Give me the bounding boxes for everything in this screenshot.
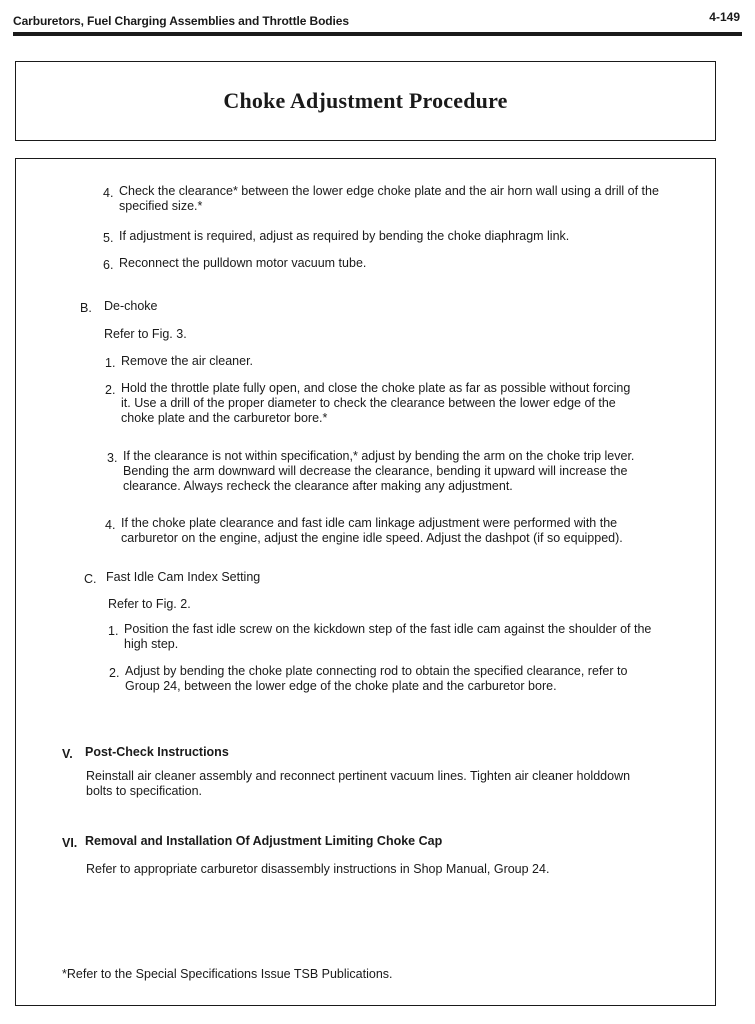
- section-heading: Removal and Installation Of Adjustment Limiting Choke Cap: [85, 834, 443, 848]
- header-rule: [13, 32, 742, 36]
- step-number: 2.: [105, 383, 116, 397]
- section-text: Reinstall air cleaner assembly and reconnect pertinent vacuum lines. Tighten air cleaner holddown bolts to specification.: [86, 769, 631, 798]
- page-number: 4-149: [709, 10, 740, 24]
- step-number: 1.: [108, 624, 119, 638]
- footnote: *Refer to the Special Specifications Issue TSB Publications.: [62, 967, 393, 981]
- section-numeral: VI.: [62, 836, 78, 850]
- section-heading: Fast Idle Cam Index Setting: [106, 570, 261, 584]
- section-letter: C.: [84, 572, 97, 586]
- step-text: Hold the throttle plate fully open, and close the choke plate as far as possible without forcing it. Use a drill of the proper diameter to check the clearance between the lower edge of the choke plate and the carburetor bore.*: [121, 381, 631, 425]
- title-box: [15, 61, 716, 141]
- section-heading: De-choke: [104, 299, 158, 313]
- section-heading: Post-Check Instructions: [85, 745, 229, 759]
- page-header: [13, 10, 740, 32]
- section-letter: B.: [80, 301, 92, 315]
- section-title: Carburetors, Fuel Charging Assemblies and Throttle Bodies: [13, 14, 349, 28]
- step-text: Reconnect the pulldown motor vacuum tube.: [119, 256, 367, 270]
- step-text: If the choke plate clearance and fast idle cam linkage adjustment were performed with the carburetor on the engine, adjust the engine idle speed. Adjust the dashpot (if so equipped).: [121, 516, 623, 545]
- section-numeral: V.: [62, 747, 73, 761]
- figure-reference: Refer to Fig. 2.: [108, 597, 191, 611]
- step-text: Position the fast idle screw on the kickdown step of the fast idle cam against the shoulder of the high step.: [124, 622, 652, 651]
- step-text: Remove the air cleaner.: [121, 354, 254, 368]
- step-text: If adjustment is required, adjust as required by bending the choke diaphragm link.: [119, 229, 570, 243]
- step-number: 3.: [107, 451, 118, 465]
- step-number: 1.: [105, 356, 116, 370]
- step-text: Adjust by bending the choke plate connecting rod to obtain the specified clearance, refer to Group 24, between the lower edge of the choke plate and the carburetor bore.: [125, 664, 628, 693]
- page-title: Choke Adjustment Procedure: [223, 88, 508, 113]
- step-text: If the clearance is not within specification,* adjust by bending the arm on the choke trip lever. Bending the arm downward will decrease the clearance, bending it upward will increase the clearance. Always recheck the clearance after making any adjustment.: [123, 449, 635, 493]
- step-text: Check the clearance* between the lower edge choke plate and the air horn wall using a drill of the specified size.*: [119, 184, 659, 213]
- step-number: 4.: [103, 186, 114, 200]
- step-number: 2.: [109, 666, 120, 680]
- figure-reference: Refer to Fig. 3.: [104, 327, 187, 341]
- step-number: 6.: [103, 258, 114, 272]
- section-text: Refer to appropriate carburetor disassembly instructions in Shop Manual, Group 24.: [86, 862, 550, 876]
- step-number: 4.: [105, 518, 116, 532]
- step-number: 5.: [103, 231, 114, 245]
